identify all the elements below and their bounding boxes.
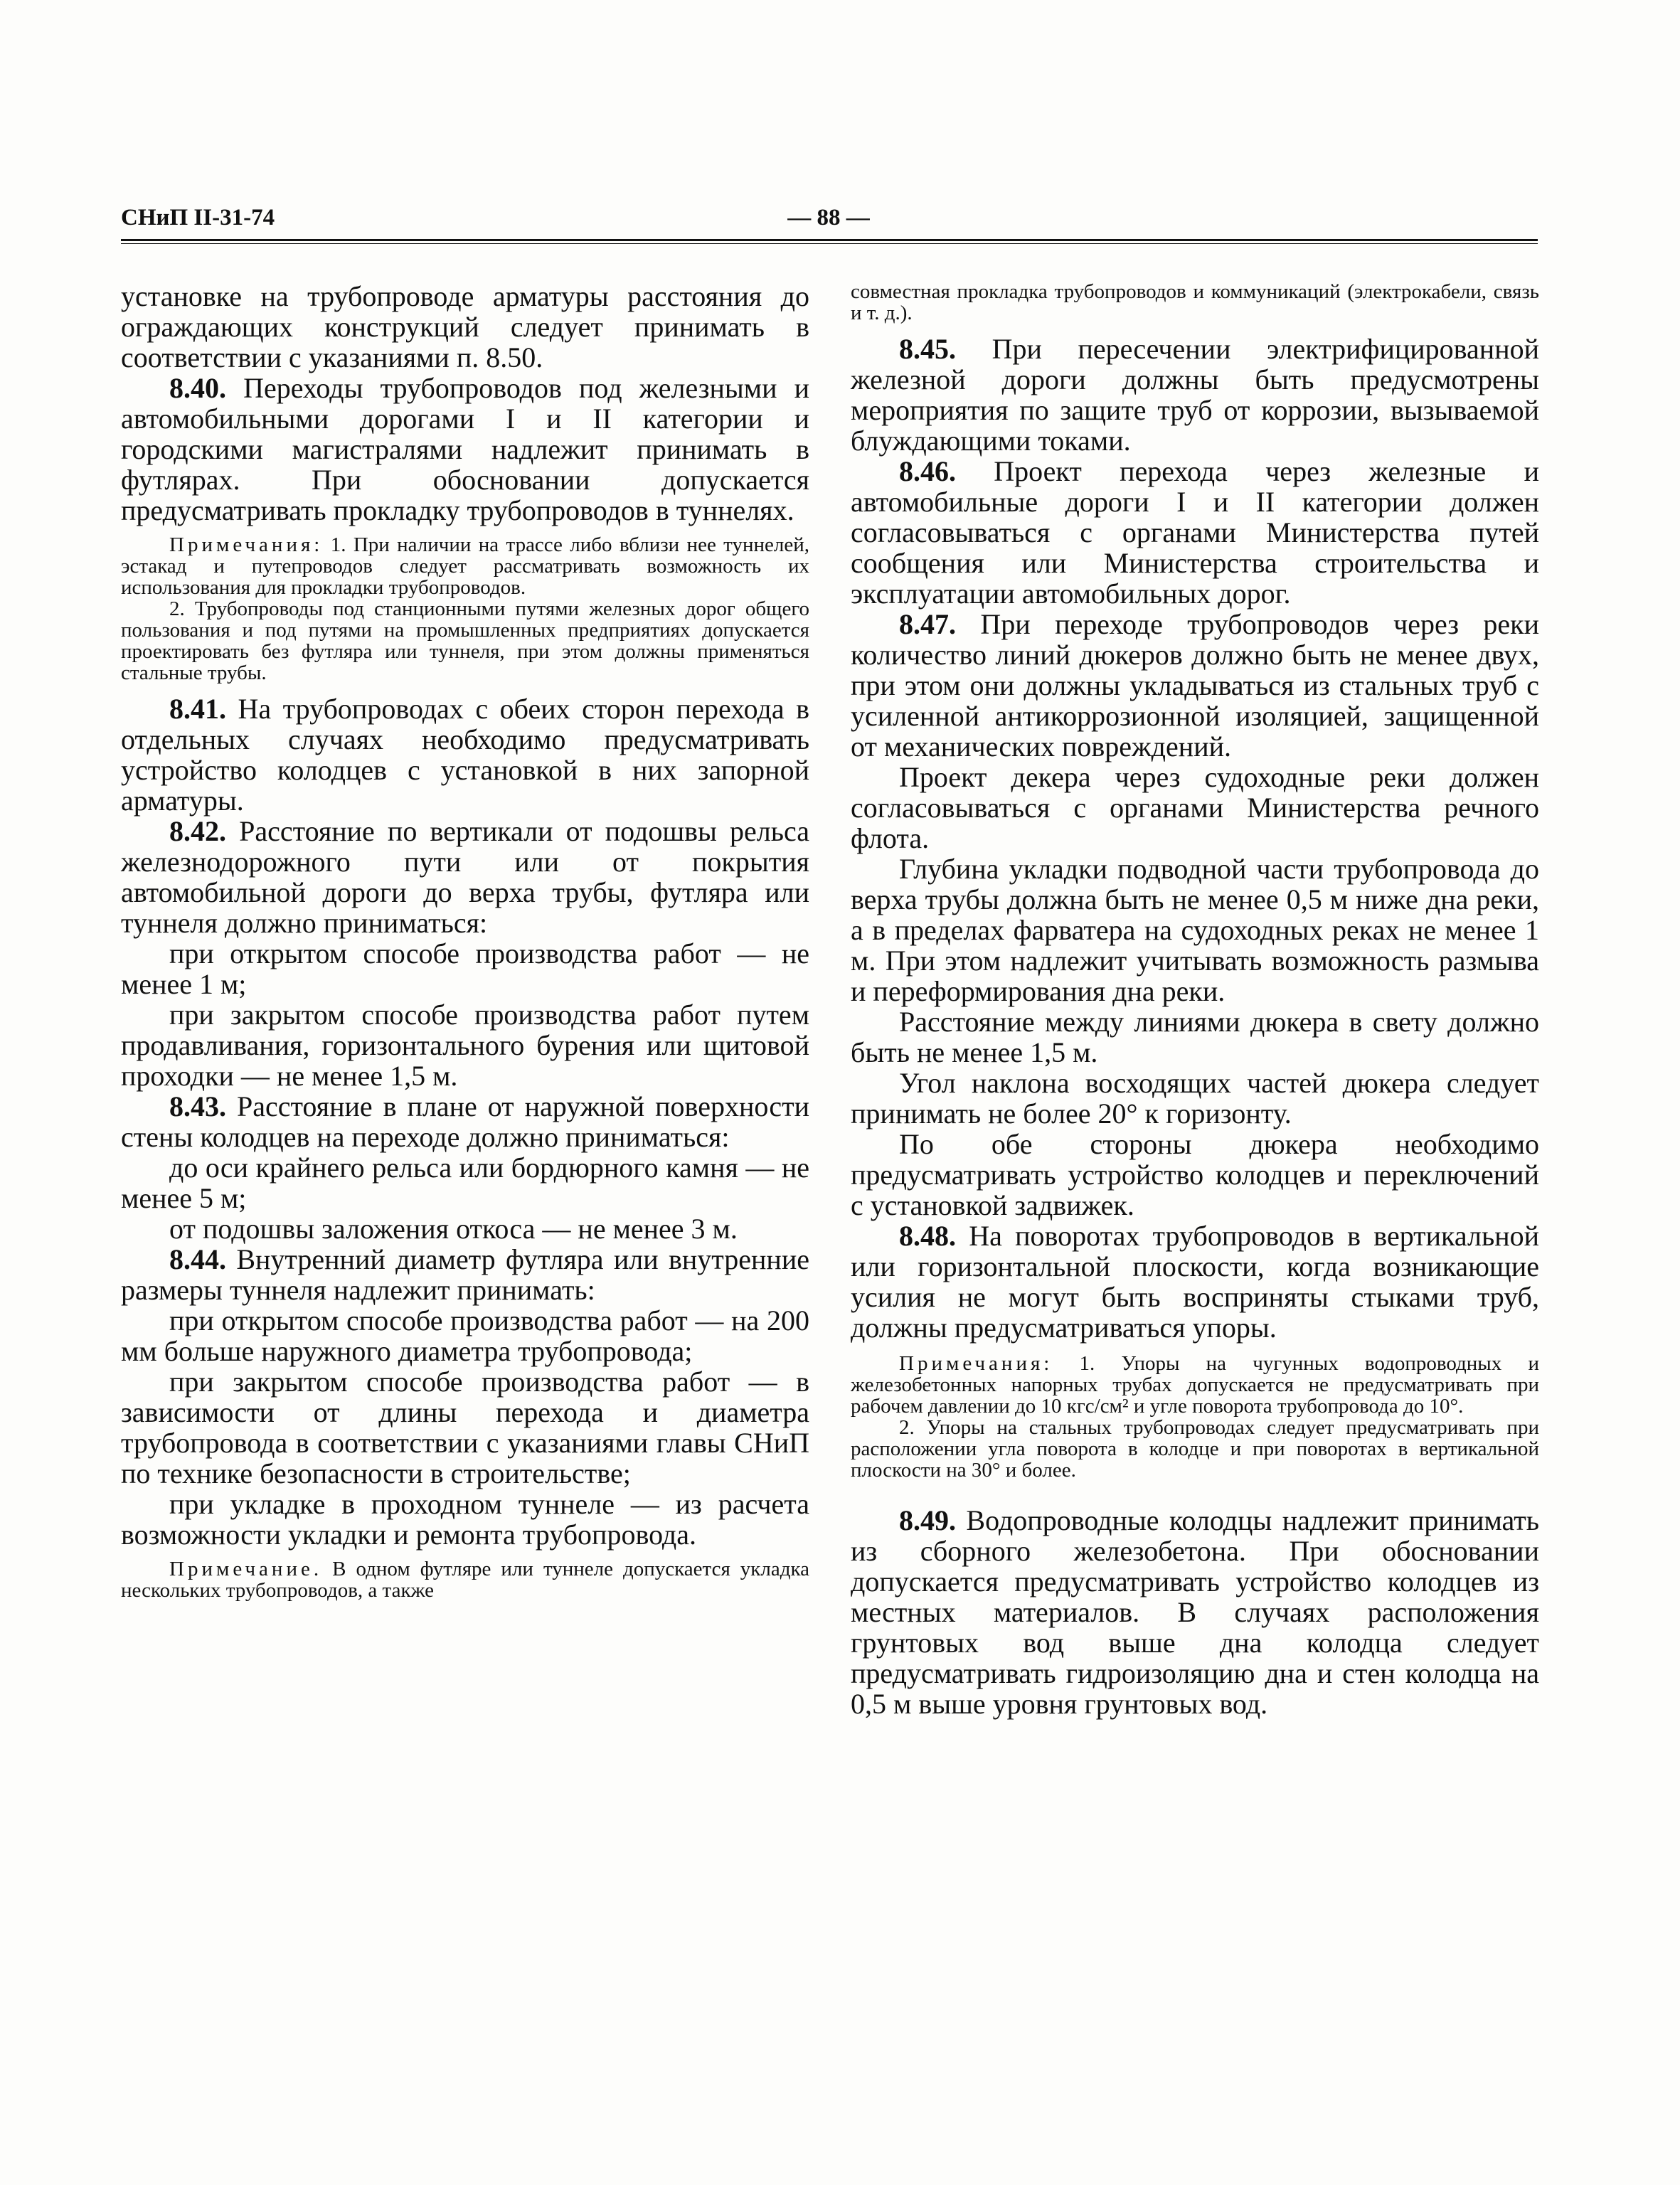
clause-8-41 (121, 693, 809, 816)
clause-text: При пересечении электрифицированной железной дороги должны быть предусмотрены мероприятия по защите труб от коррозии, вызываемой блуждающими токами. (851, 333, 1539, 457)
clause-number: 8.42. (169, 815, 226, 847)
clause-8-47-para-e: По обе стороны дюкера необходимо предусматривать устройство колодцев и переключений с установкой задвижек. (851, 1128, 1539, 1221)
header-rule (121, 239, 1538, 244)
left-column (121, 281, 809, 1601)
clause-text: При переходе трубопроводов через реки количество линий дюкеров должно быть не менее двух, при этом они должны укладываться из стальных труб с усиленной антикоррозионной изоляцией, защищенной от механических повреждений. (851, 608, 1539, 762)
clause-8-44-item-a: при открытом способе производства работ — на 200 мм больше наружного диаметра трубопровода; (121, 1304, 809, 1367)
clause-text: Внутренний диаметр футляра или внутренние размеры туннеля надлежит принимать: (121, 1243, 809, 1306)
note-8-44-continuation: совместная прокладка трубопроводов и коммуникаций (электрокабели, связь и т. д.). (851, 280, 1539, 324)
clause-number: 8.43. (169, 1090, 226, 1122)
note-8-40-1 (121, 534, 809, 598)
clause-number: 8.47. (899, 608, 956, 640)
clause-8-45 (851, 334, 1539, 456)
clause-8-43-item-a: до оси крайнего рельса или бордюрного камня — не менее 5 м; (121, 1152, 809, 1214)
clause-number: 8.46. (899, 455, 956, 487)
clause-text: Расстояние в плане от наружной поверхности стены колодцев на переходе должно приниматься: (121, 1090, 809, 1153)
document-code: СНиП II-31-74 (121, 205, 275, 230)
clause-number: 8.40. (169, 372, 226, 404)
clause-8-49 (851, 1505, 1539, 1719)
paragraph-continuation: установке на трубопроводе арматуры расстояния до ограждающих конструкций следует принимать в соответствии с указаниями п. 8.50. (121, 280, 809, 373)
clause-text: Переходы трубопроводов под железными и автомобильными дорогами I и II категории и городскими магистралями надлежит принимать в футлярах. При обосновании допускается предусматривать прокладку трубопроводов в туннелях. (121, 372, 809, 526)
clause-8-43-item-b: от подошвы заложения откоса — не менее 3 м. (169, 1213, 738, 1245)
right-column (851, 281, 1539, 1719)
page-number: — 88 — (787, 205, 870, 230)
note-label: Примечания: (169, 533, 324, 556)
clause-number: 8.41. (169, 693, 226, 725)
clause-8-43 (121, 1091, 809, 1152)
clause-8-47-para-b: Глубина укладки подводной части трубопровода до верха трубы должна быть не менее 0,5 м ниже дна реки, а в пределах фарватера на судоходных реках не менее 1 м. При этом надлежит учитывать возможность размыва и переформирования дна реки. (851, 853, 1539, 1007)
clause-text: Расстояние по вертикали от подошвы рельса железнодорожного пути или от покрытия автомобильной дороги до верха трубы, футляра или туннеля должно приниматься: (121, 815, 809, 939)
clause-8-47 (851, 609, 1539, 762)
clause-8-47-para-a: Проект декера через судоходные реки должен согласовываться с органами Министерства речного флота. (851, 761, 1539, 854)
running-header (121, 205, 1536, 233)
note-8-44 (121, 1558, 809, 1601)
clause-8-42 (121, 816, 809, 938)
clause-text: Водопроводные колодцы надлежит принимать из сборного железобетона. При обосновании допускается предусматривать устройство колодцев из местных материалов. В случаях расположения грунтовых вод выше дна колодца следует предусматривать гидроизоляцию дна и стен колодца на 0,5 м выше уровня грунтовых вод. (851, 1504, 1539, 1720)
note-text: 1. При наличии на трассе либо вблизи нее туннелей, эстакад и путепроводов следует рассматривать возможность их использования для прокладки трубопроводов. (121, 533, 809, 599)
clause-8-44-item-c: при укладке в проходном туннеле — из расчета возможности укладки и ремонта трубопровода. (121, 1488, 809, 1551)
clause-8-47-para-c: Расстояние между линиями дюкера в свету должно быть не менее 1,5 м. (851, 1006, 1539, 1068)
clause-number: 8.48. (899, 1220, 956, 1252)
clause-text: Проект перехода через железные и автомобильные дороги I и II категории должен согласовываться с органами Министерства путей сообщения или Министерства строительства и эксплуатации автомобильных дорог. (851, 455, 1539, 610)
clause-text: На трубопроводах с обеих сторон перехода в отдельных случаях необходимо предусматривать устройство колодцев с установкой в них запорной арматуры. (121, 693, 809, 817)
clause-8-48 (851, 1221, 1539, 1343)
clause-8-47-para-d: Угол наклона восходящих частей дюкера следует принимать не более 20° к горизонту. (851, 1067, 1539, 1129)
clause-8-42-item-b: при закрытом способе производства работ путем продавливания, горизонтального бурения или щитовой проходки — не менее 1,5 м. (121, 999, 809, 1092)
note-8-40-2: 2. Трубопроводы под станционными путями железных дорог общего пользования и под путями на промышленных предприятиях допускается проектировать без футляра или туннеля, при этом должны применяться стальные трубы. (121, 597, 809, 684)
note-8-48-2: 2. Упоры на стальных трубопроводах следует предусматривать при расположении угла поворота в колодце и при поворотах в вертикальной плоскости на 30° и более. (851, 1416, 1539, 1482)
clause-number: 8.45. (899, 333, 956, 365)
note-text: 1. Упоры на чугунных водопроводных и железобетонных напорных трубах допускается не предусматривать при рабочем давлении до 10 кгс/см² и угле поворота трубопровода до 10°. (851, 1352, 1539, 1418)
clause-8-42-item-a: при открытом способе производства работ — не менее 1 м; (121, 937, 809, 1000)
note-8-48-1 (851, 1353, 1539, 1417)
note-label: Примечание. (169, 1558, 323, 1580)
clause-text: На поворотах трубопроводов в вертикальной или горизонтальной плоскости, когда возникающие усилия не могут быть восприняты стыками труб, должны предусматриваться упоры. (851, 1220, 1539, 1344)
clause-8-44-item-b: при закрытом способе производства работ — в зависимости от длины перехода и диаметра трубопровода в соответствии с указаниями главы СНиП по технике безопасности в строительстве; (121, 1366, 809, 1489)
clause-8-46 (851, 456, 1539, 609)
clause-number: 8.49. (899, 1504, 956, 1536)
clause-8-44 (121, 1244, 809, 1305)
note-label: Примечания: (899, 1352, 1053, 1375)
clause-8-40 (121, 373, 809, 526)
note-text: В одном футляре или туннеле допускается укладка нескольких трубопроводов, а также (121, 1558, 809, 1602)
clause-number: 8.44. (169, 1243, 226, 1275)
